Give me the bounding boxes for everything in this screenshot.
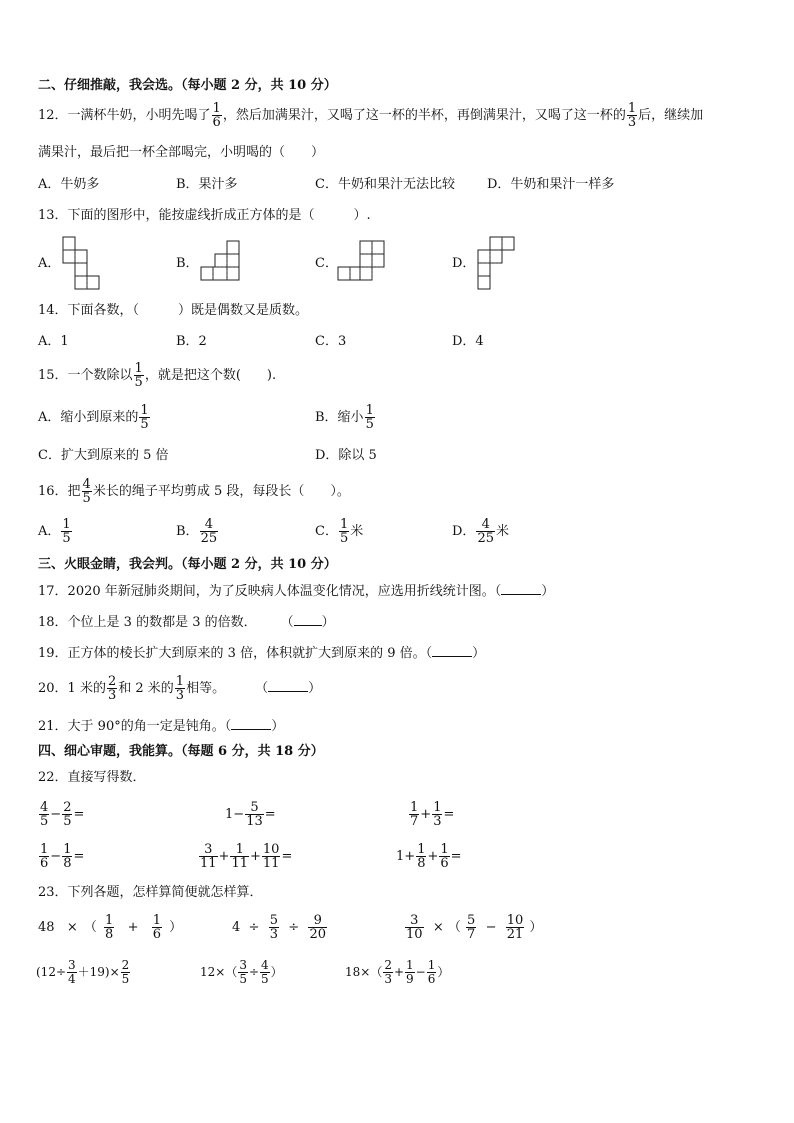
math-operator: =	[264, 807, 276, 822]
denominator: 8	[63, 856, 72, 871]
numerator: 4	[82, 477, 91, 492]
q16-option-a[interactable]	[38, 518, 73, 546]
expression-text: 12×（	[200, 965, 238, 979]
numerator: 10	[262, 842, 280, 857]
q15-option-c[interactable]: C．扩大到原来的 5 倍	[38, 448, 169, 463]
denominator: 9	[406, 972, 414, 986]
q14-option-c[interactable]: C．3	[315, 334, 347, 349]
numerator: 2	[63, 800, 72, 815]
numerator: 1	[134, 361, 143, 376]
q16-d-unit: 米	[495, 524, 509, 539]
q15-option-a[interactable]	[38, 404, 151, 432]
expression-text: (12÷	[36, 965, 67, 979]
math-operator: +	[427, 849, 439, 864]
numerator: 2	[107, 674, 117, 689]
denominator: 11	[231, 856, 248, 871]
q22-expr-5	[198, 840, 292, 874]
numerator: 2	[121, 958, 130, 972]
q16-c-label: C．	[315, 524, 338, 539]
q20-fraction-2	[175, 675, 185, 702]
question-18	[38, 615, 335, 631]
q16-option-c[interactable]	[315, 518, 363, 546]
q23-expr-4	[36, 954, 131, 990]
numerator: 1	[339, 517, 349, 532]
expression-text: ＋19)×	[77, 965, 120, 979]
fraction	[62, 801, 72, 828]
math-operator: −	[485, 920, 497, 935]
question-16-stem	[38, 478, 350, 506]
numerator: 3	[239, 958, 247, 972]
numerator: 5	[269, 913, 278, 928]
q18-close-paren: ）	[321, 615, 335, 630]
math-operator: −	[50, 807, 62, 822]
q23-expr-3	[404, 910, 542, 946]
q23-expr-5	[200, 954, 283, 990]
q16-b-label: B．	[176, 524, 199, 539]
fraction	[62, 843, 72, 870]
q18-answer-blank[interactable]	[294, 615, 322, 626]
numerator: 4	[476, 518, 495, 532]
math-operator: ÷	[248, 965, 260, 979]
denominator: 5	[365, 417, 374, 432]
numerator: 1	[40, 842, 49, 857]
q17-text: 17．2020 年新冠肺炎期间，为了反映病人体温变化情况，应选用折线统计图。（	[38, 584, 502, 599]
numerator: 1	[365, 403, 374, 418]
denominator: 5	[63, 814, 72, 829]
question-12-line2: 满果汁，最后把一杯全部喝完，小明喝的（ ）	[38, 145, 325, 160]
q20-answer-blank[interactable]	[268, 681, 308, 692]
denominator: 5	[239, 972, 247, 986]
cube-net-a[interactable]	[62, 236, 102, 290]
fraction	[67, 959, 77, 986]
q16-c-fraction	[339, 518, 349, 545]
fraction	[260, 959, 270, 986]
q13-option-a-label[interactable]: A．	[38, 256, 61, 271]
q13-option-c-label[interactable]: C．	[315, 256, 338, 271]
q16-a-fraction	[61, 518, 71, 545]
math-operator: =	[443, 807, 455, 822]
q12-option-c[interactable]: C．牛奶和果汁无法比较	[315, 177, 455, 192]
numerator: 1	[406, 958, 414, 972]
expression-text: ）	[437, 965, 450, 979]
numerator: 1	[440, 842, 449, 857]
denominator: 3	[269, 927, 278, 942]
math-operator: +	[250, 849, 261, 864]
math-operator: 1	[225, 807, 234, 822]
q23-expr-1	[38, 910, 182, 946]
q12-text-2: ，然后加满果汁，又喝了这一杯的半杯，再倒满果汁，又喝了这一杯的	[222, 108, 626, 123]
q16-d-fraction	[476, 518, 495, 545]
q15-fraction	[134, 362, 144, 389]
numerator: 10	[506, 913, 524, 928]
denominator: 5	[261, 972, 269, 986]
math-operator: =	[450, 849, 462, 864]
math-operator: ）	[529, 920, 543, 935]
q14-option-b[interactable]: B．2	[176, 334, 207, 349]
q16-option-b[interactable]	[176, 518, 219, 546]
q15-text-1: 15．一个数除以	[38, 368, 133, 383]
numerator: 3	[199, 843, 218, 857]
math-operator: =	[73, 849, 85, 864]
numerator: 4	[200, 518, 219, 532]
denominator: 25	[200, 531, 218, 546]
denominator: 10	[406, 927, 423, 942]
math-operator: ）	[169, 920, 183, 935]
numerator: 1	[433, 800, 442, 815]
q16-c-unit: 米	[350, 524, 364, 539]
q15-a-fraction	[139, 404, 149, 431]
q16-b-fraction	[200, 518, 219, 545]
denominator: 6	[440, 856, 449, 871]
question-21	[38, 719, 284, 735]
denominator: 3	[107, 688, 117, 703]
fraction	[439, 843, 449, 870]
expression-text: 48	[38, 920, 55, 935]
math-operator: （	[447, 920, 461, 935]
math-operator: =	[73, 807, 85, 822]
numerator: 5	[245, 801, 264, 815]
q16-a-label: A．	[38, 524, 61, 539]
numerator: 4	[261, 958, 269, 972]
q18-open-paren: （	[280, 615, 294, 630]
q16-fraction	[82, 478, 92, 505]
math-operator: 1	[396, 849, 405, 864]
denominator: 4	[68, 972, 76, 986]
numerator: 1	[152, 913, 162, 928]
math-operator: ÷	[288, 920, 300, 935]
numerator: 1	[212, 101, 221, 116]
q12-option-d[interactable]: D．牛奶和果汁一样多	[487, 177, 615, 192]
numerator: 1	[410, 800, 419, 815]
q13-option-b-label[interactable]: B．	[176, 256, 199, 271]
question-17	[38, 584, 554, 600]
numerator: 1	[140, 403, 149, 418]
q16-text-1: 16．把	[38, 484, 81, 499]
denominator: 6	[152, 927, 162, 942]
fraction	[269, 914, 279, 941]
fraction	[230, 843, 249, 870]
denominator: 20	[309, 927, 326, 942]
q22-expr-4	[38, 840, 84, 874]
numerator: 1	[62, 517, 71, 532]
denominator: 5	[82, 491, 91, 506]
q20-text-1: 20．1 米的	[38, 681, 106, 696]
numerator: 1	[627, 101, 637, 116]
fraction	[104, 914, 114, 941]
q12-option-b[interactable]: B．果汁多	[176, 177, 238, 192]
q16-d-label: D．	[452, 524, 476, 539]
numerator: 3	[68, 958, 76, 972]
q22-expr-2	[225, 798, 276, 832]
denominator: 11	[262, 856, 280, 871]
fraction	[405, 914, 424, 941]
denominator: 6	[40, 856, 49, 871]
denominator: 8	[417, 856, 426, 871]
math-operator: +	[218, 849, 230, 864]
question-22-stem: 22．直接写得数．	[38, 770, 146, 785]
question-20	[38, 674, 321, 704]
denominator: 5	[134, 375, 143, 390]
q21-answer-blank[interactable]	[231, 719, 271, 730]
q18-text: 18．个位上是 3 的数都是 3 的倍数．	[38, 615, 257, 630]
fraction	[416, 843, 426, 870]
q13-option-d-label[interactable]: D．	[452, 256, 476, 271]
denominator: 5	[40, 814, 49, 829]
expression-text: ）	[270, 965, 283, 979]
fraction	[39, 801, 49, 828]
fraction	[427, 959, 437, 986]
q20-text-3: 相等。	[186, 681, 226, 696]
denominator: 13	[246, 814, 263, 829]
q12-text-1: 12．一满杯牛奶，小明先喝了	[38, 108, 211, 123]
denominator: 8	[105, 927, 114, 942]
q15-a-text: A．缩小到原来的	[38, 410, 139, 425]
q22-expr-6	[396, 840, 462, 874]
q23-expr-6	[345, 954, 449, 990]
q15-option-d[interactable]: D．除以 5	[315, 448, 377, 463]
fraction	[383, 959, 393, 986]
denominator: 5	[121, 972, 130, 986]
q22-expr-3	[408, 798, 454, 832]
q21-text: 21．大于 90°的角一定是钝角。（	[38, 719, 232, 734]
numerator: 9	[308, 914, 327, 928]
q20-fraction-1	[107, 675, 117, 702]
math-operator: −	[50, 849, 62, 864]
numerator: 5	[467, 913, 476, 928]
denominator: 6	[427, 972, 436, 986]
fraction	[262, 843, 281, 870]
math-operator: +	[420, 807, 432, 822]
q15-text-2: ，就是把这个数( ).	[144, 368, 277, 383]
q15-b-text: B．缩小	[315, 410, 364, 425]
section-4-title: 四、细心审题，我能算。（每题 6 分，共 18 分）	[38, 744, 324, 759]
math-operator: =	[281, 849, 293, 864]
denominator: 5	[140, 417, 149, 432]
q14-option-d[interactable]: D．4	[452, 334, 484, 349]
q22-expr-1	[38, 798, 84, 832]
denominator: 5	[339, 531, 349, 546]
denominator: 3	[384, 972, 392, 986]
fraction	[245, 801, 264, 828]
denominator: 6	[212, 115, 221, 130]
q15-option-b[interactable]	[315, 404, 376, 432]
section-2-title: 二、仔细推敲，我会选。（每小题 2 分，共 10 分）	[38, 78, 337, 93]
q16-option-d[interactable]	[452, 518, 509, 546]
denominator: 21	[506, 927, 524, 942]
q15-b-fraction	[365, 404, 375, 431]
denominator: 25	[477, 531, 494, 546]
denominator: 3	[627, 115, 637, 130]
math-operator: ×	[66, 920, 78, 935]
denominator: 5	[62, 531, 71, 546]
numerator: 1	[427, 958, 436, 972]
fraction	[432, 801, 442, 828]
q12-fraction-1	[212, 102, 222, 129]
math-operator: ×	[432, 920, 444, 935]
denominator: 7	[467, 927, 476, 942]
cube-net-c[interactable]	[337, 240, 387, 282]
numerator: 4	[40, 800, 49, 815]
expression-text: 4	[232, 920, 241, 935]
math-operator: +	[404, 849, 416, 864]
cube-net-b[interactable]	[200, 240, 242, 282]
fraction	[409, 801, 419, 828]
math-operator: −	[233, 807, 245, 822]
question-12-line1	[38, 102, 703, 130]
fraction	[152, 914, 162, 941]
numerator: 1	[63, 842, 72, 857]
fraction	[466, 914, 476, 941]
fraction	[506, 914, 525, 941]
numerator: 3	[405, 914, 424, 928]
question-14-stem: 14．下面各数，（ ）既是偶数又是质数。	[38, 303, 309, 318]
denominator: 3	[433, 814, 442, 829]
numerator: 1	[105, 913, 114, 928]
q16-text-2: 米长的绳子平均剪成 5 段，每段长（ ）。	[92, 484, 350, 499]
question-23-stem: 23．下列各题，怎样算简便就怎样算．	[38, 885, 263, 900]
fraction	[308, 914, 327, 941]
fraction	[405, 959, 415, 986]
math-operator: +	[393, 965, 405, 979]
q12-text-3: 后，继续加	[638, 108, 704, 123]
denominator: 3	[175, 688, 185, 703]
numerator: 1	[417, 842, 426, 857]
q14-option-a[interactable]: A．1	[38, 334, 69, 349]
expression-text: 18×（	[345, 965, 383, 979]
numerator: 1	[230, 843, 249, 857]
q20-open-paren: （	[255, 681, 269, 696]
math-operator: +	[127, 920, 139, 935]
math-operator: （	[83, 920, 97, 935]
cube-net-d[interactable]	[477, 236, 517, 290]
denominator: 7	[410, 814, 419, 829]
question-13-stem: 13．下面的图形中，能按虚线折成正方体的是（ ）.	[38, 208, 371, 223]
q21-close-paren: ）	[271, 719, 285, 734]
q12-option-a[interactable]: A．牛奶多	[38, 177, 100, 192]
q19-text: 19．正方体的棱长扩大到原来的 3 倍，体积就扩大到原来的 9 倍。（	[38, 646, 433, 661]
q17-close-paren: ）	[541, 584, 555, 599]
q20-text-2: 和 2 米的	[118, 681, 174, 696]
math-operator: −	[415, 965, 426, 979]
section-3-title: 三、火眼金睛，我会判。（每小题 2 分，共 10 分）	[38, 557, 337, 572]
q19-close-paren: ）	[472, 646, 486, 661]
q12-fraction-2	[627, 102, 637, 129]
numerator: 1	[175, 674, 185, 689]
denominator: 11	[200, 856, 217, 871]
question-19	[38, 646, 485, 662]
math-operator: ÷	[248, 920, 260, 935]
q17-answer-blank[interactable]	[501, 584, 541, 595]
fraction	[121, 959, 131, 986]
fraction	[238, 959, 248, 986]
fraction	[39, 843, 49, 870]
q19-answer-blank[interactable]	[432, 646, 472, 657]
fraction	[199, 843, 218, 870]
question-15-stem	[38, 362, 276, 390]
numerator: 2	[384, 958, 392, 972]
q23-expr-2	[232, 910, 328, 946]
q20-close-paren: ）	[308, 681, 322, 696]
